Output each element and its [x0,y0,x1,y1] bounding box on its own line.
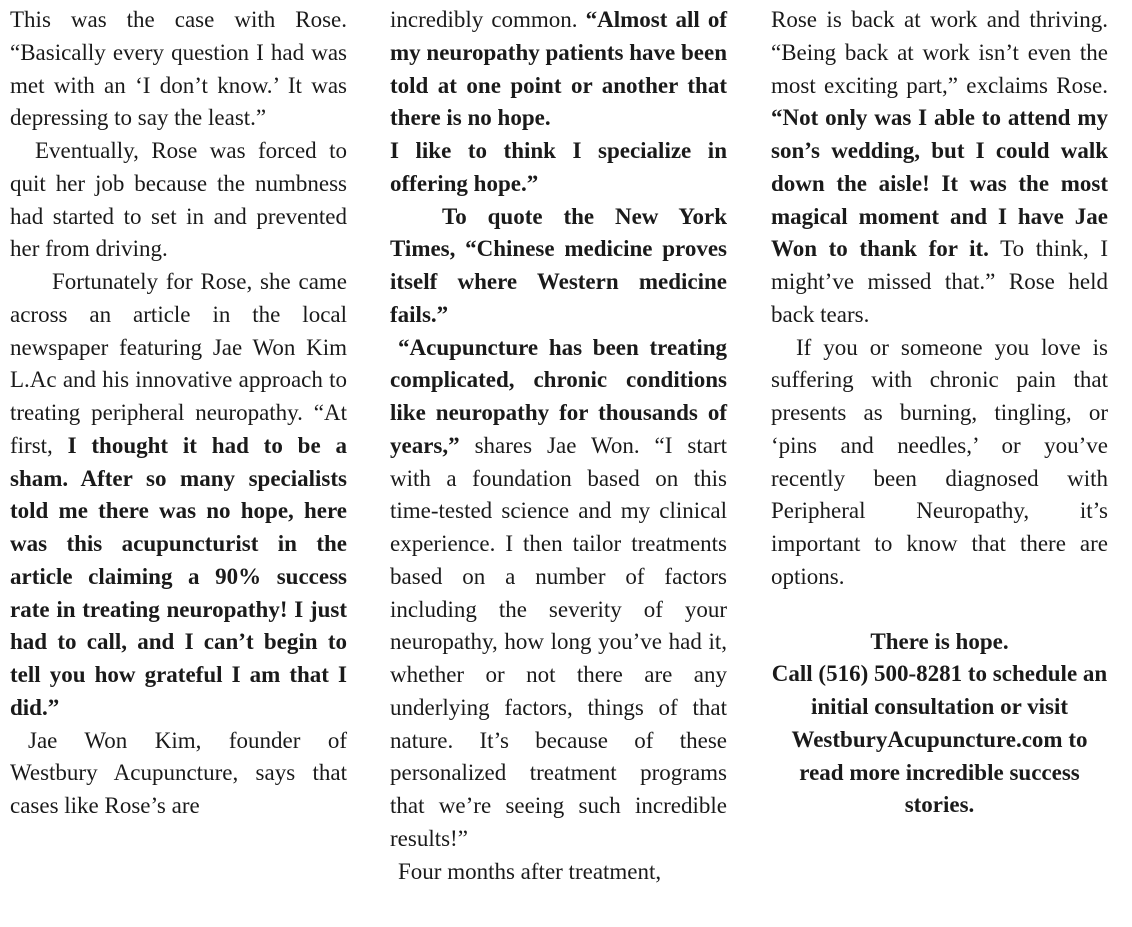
paragraph-text: This was the case with Rose. “Basically every question I had was met with an ‘I don’t know.’ It was depressing to say the least.” [10,7,347,131]
paragraph-text: Eventually, Rose was forced to quit her job because the numbness had started to set in and prevented her from driving. [10,138,347,262]
bold-text: I thought it had to be a sham. After so many specialists told me there was no hope, here was this acupuncturist in the article claiming a 90% success rate in treating neuropathy! I just had to call, and I can’t begin to tell you how grateful I am that I did.” [10,432,347,720]
paragraph-text: Four months after treatment, [398,858,662,884]
paragraph-text: Jae Won Kim, founder of Westbury Acupuncture, says that cases like Rose’s are [10,727,347,818]
paragraph-text: If you or someone you love is suffering with chronic pain that presents as burning, tingling, or ‘pins and needles,’ or you’ve recently been diagnosed with Peripheral Neuropathy, it’s important to know that there are options. [771,334,1108,589]
article-paragraph [10,266,347,725]
paragraph-text: Rose is back at work and thriving. “Being back at work isn’t even the most exciting part,” exclaims Rose. [771,7,1108,98]
paragraph-text: incredibly common. [390,7,586,32]
cta-body: Call (516) 500-8281 to schedule an initial consultation or visit WestburyAcupuncture.com to read more incredible success stories. [771,661,1108,818]
article-paragraph [390,135,727,201]
paragraph-text: Fortunately for Rose, she came across an article in the local newspaper featuring Jae Won Kim L.Ac and his innovative approach to treating peripheral neuropathy. “At first, [10,269,347,458]
call-to-action [771,626,1108,823]
paragraph-text: shares Jae Won. “I start with a foundation based on this time-tested science and my clinical experience. I then tailor treatments based on a number of factors including the severity of your neuropathy, how long you’ve had it, whether or not there are any underlying factors, things of that nature. It’s because of these personalized treatment programs that we’re seeing such incredible results!” [390,432,727,851]
article-paragraph [10,725,347,823]
article-paragraph [771,4,1108,332]
article-column-2 [390,4,727,888]
article-column-3 [771,4,1108,822]
article-paragraph [390,201,727,332]
paragraph-text: To think, I might’ve missed that.” Rose held back tears. [771,236,1109,327]
article-paragraph [390,332,727,856]
article-paragraph [10,4,347,135]
bold-text: To quote the New York Times, “Chinese medicine proves itself where Western medicine fails.” [390,203,727,327]
article-paragraph [10,135,347,266]
article-paragraph [390,4,727,135]
article-column-1 [10,4,347,823]
bold-text: I like to think I specialize in offering hope.” [390,138,727,196]
article-paragraph [771,332,1108,594]
bold-text: “Not only was I able to attend my son’s wedding, but I could walk down the aisle! It was the most magical moment and I have Jae Won to thank for it. [771,105,1108,262]
bold-text: “Acupuncture has been treating complicated, chronic conditions like neuropathy for thousands of years,” [390,334,727,458]
bold-text: “Almost all of my neuropathy patients have been told at one point or another that there is no hope. [390,7,727,131]
column-3-body [771,4,1108,594]
cta-headline: There is hope. [870,628,1009,654]
article-paragraph [390,856,727,889]
